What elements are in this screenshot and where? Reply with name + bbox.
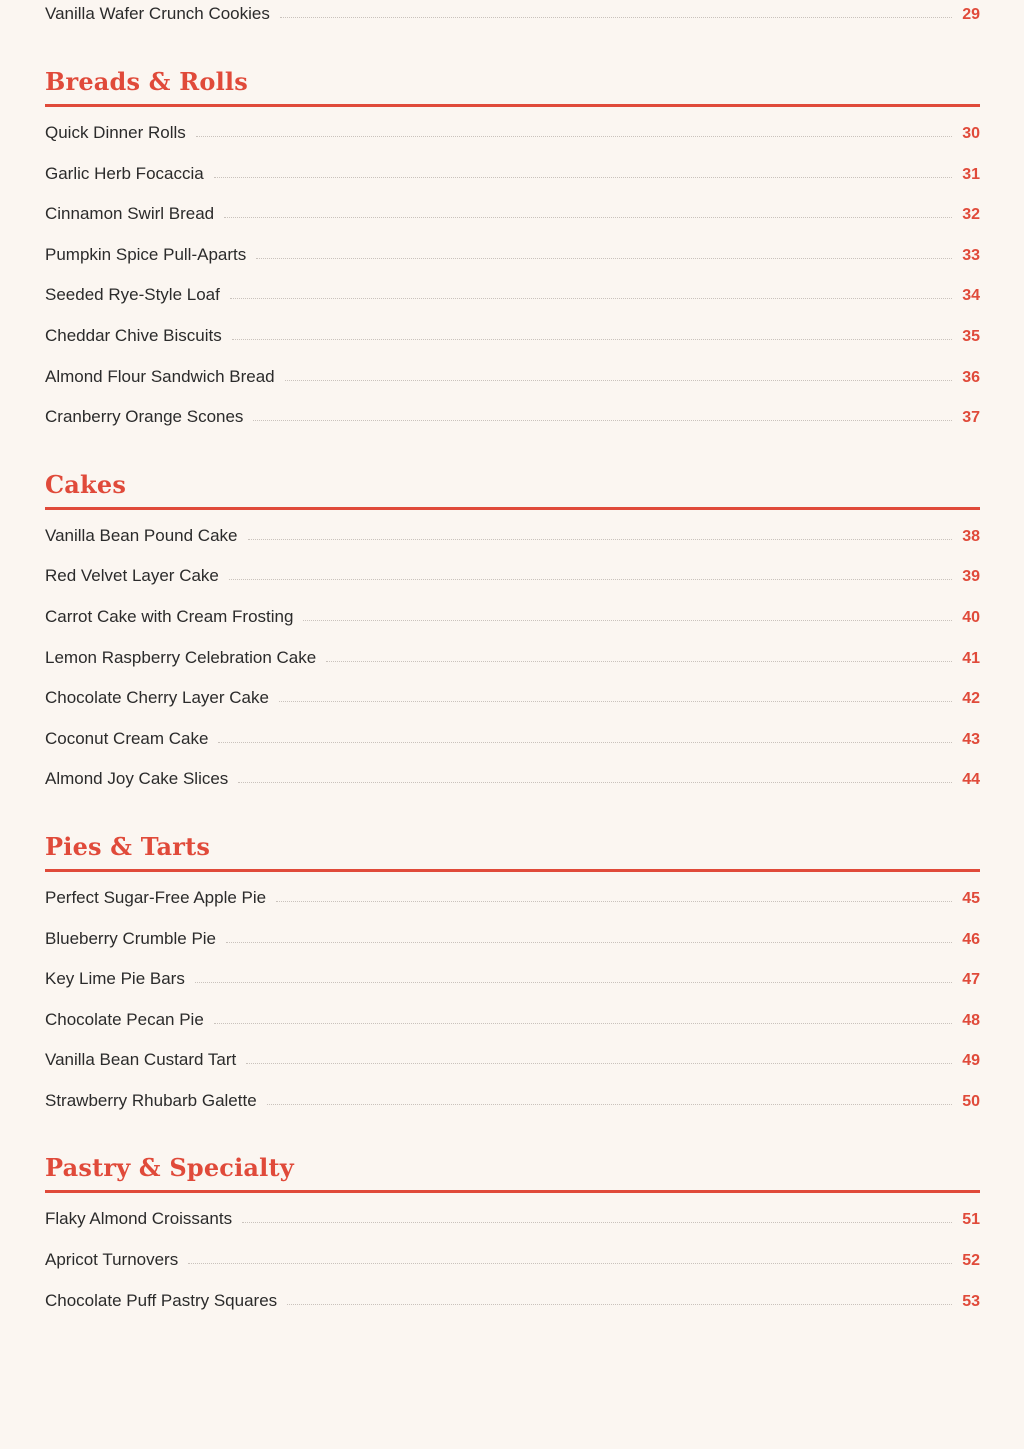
dot-leader bbox=[285, 380, 953, 381]
toc-entry-title: Chocolate Puff Pastry Squares bbox=[45, 1290, 278, 1310]
dot-leader bbox=[326, 661, 952, 662]
toc-entry-page: 31 bbox=[962, 165, 980, 183]
toc-entry-title: Garlic Herb Focaccia bbox=[45, 163, 204, 183]
toc-entry[interactable] bbox=[45, 1285, 980, 1326]
section-heading: Pastry & Specialty bbox=[45, 1153, 980, 1193]
toc-entry-page: 45 bbox=[962, 889, 980, 907]
toc-entry-page: 48 bbox=[962, 1011, 980, 1029]
toc-entry[interactable] bbox=[45, 361, 980, 402]
toc-entry-page: 39 bbox=[962, 568, 980, 586]
section-items bbox=[45, 107, 980, 442]
toc-entry-title: Pumpkin Spice Pull-Aparts bbox=[45, 244, 247, 264]
toc-entry-title: Chocolate Cherry Layer Cake bbox=[45, 688, 269, 708]
section-breads-rolls bbox=[45, 67, 980, 442]
toc-entry-page: 50 bbox=[962, 1092, 980, 1110]
dot-leader bbox=[195, 982, 952, 983]
toc-entry-title: Apricot Turnovers bbox=[45, 1250, 179, 1270]
toc-entry-page: 43 bbox=[962, 730, 980, 748]
toc-entry-title: Chocolate Pecan Pie bbox=[45, 1009, 204, 1029]
toc-entry-page: 34 bbox=[962, 287, 980, 305]
toc-entry[interactable] bbox=[45, 158, 980, 199]
toc-entry[interactable] bbox=[45, 682, 980, 723]
toc-entry[interactable] bbox=[45, 1203, 980, 1244]
toc-entry-page: 32 bbox=[962, 206, 980, 224]
toc-entry-title: Cheddar Chive Biscuits bbox=[45, 325, 222, 345]
dot-leader bbox=[279, 701, 952, 702]
section-heading: Pies & Tarts bbox=[45, 832, 980, 872]
dot-leader bbox=[276, 901, 952, 902]
toc-entry-page: 49 bbox=[962, 1052, 980, 1070]
toc-entry-page: 38 bbox=[962, 527, 980, 545]
toc-entry[interactable] bbox=[45, 642, 980, 683]
section-items bbox=[45, 872, 980, 1126]
toc-entry-title: Almond Joy Cake Slices bbox=[45, 769, 229, 789]
toc-entry-page: 33 bbox=[962, 246, 980, 264]
toc-entry[interactable] bbox=[45, 963, 980, 1004]
toc-entry-title: Quick Dinner Rolls bbox=[45, 123, 186, 142]
dot-leader bbox=[248, 539, 953, 540]
dot-leader bbox=[242, 1222, 952, 1223]
toc-entry-title: Perfect Sugar-Free Apple Pie bbox=[45, 887, 267, 907]
toc-entry-title: Cinnamon Swirl Bread bbox=[45, 204, 215, 224]
toc-entry-page: 36 bbox=[962, 368, 980, 386]
toc-entry-page: 46 bbox=[962, 930, 980, 948]
toc-entry-title: Seeded Rye-Style Loaf bbox=[45, 285, 220, 305]
toc-entry-page: 37 bbox=[962, 409, 980, 427]
section-pies-tarts bbox=[45, 832, 980, 1126]
toc-entry-page: 47 bbox=[962, 971, 980, 989]
toc-entry[interactable] bbox=[45, 279, 980, 320]
toc-entry[interactable] bbox=[45, 601, 980, 642]
toc-entry-title: Blueberry Crumble Pie bbox=[45, 928, 217, 948]
section-pastry-specialty bbox=[45, 1153, 980, 1325]
dot-leader bbox=[238, 782, 952, 783]
dot-leader bbox=[196, 136, 952, 137]
toc-entry-page: 52 bbox=[962, 1252, 980, 1270]
dot-leader bbox=[280, 17, 952, 18]
toc-entry-title: Carrot Cake with Cream Frosting bbox=[45, 606, 294, 626]
dot-leader bbox=[214, 177, 952, 178]
toc-entry-title: Key Lime Pie Bars bbox=[45, 969, 185, 989]
toc-entry[interactable] bbox=[45, 882, 980, 923]
section-heading: Breads & Rolls bbox=[45, 67, 980, 107]
table-of-contents bbox=[45, 0, 980, 1325]
toc-entry-page: 41 bbox=[962, 649, 980, 667]
toc-entry[interactable] bbox=[45, 1085, 980, 1126]
toc-entry-title: Lemon Raspberry Celebration Cake bbox=[45, 647, 317, 667]
toc-entry[interactable] bbox=[45, 923, 980, 964]
dot-leader bbox=[229, 579, 952, 580]
toc-entry-title: Almond Flour Sandwich Bread bbox=[45, 366, 275, 386]
toc-entry-title: Cranberry Orange Scones bbox=[45, 407, 244, 427]
toc-entry-title: Red Velvet Layer Cake bbox=[45, 566, 219, 586]
toc-entry[interactable] bbox=[45, 0, 980, 36]
toc-entry-page: 35 bbox=[962, 327, 980, 345]
toc-entry-page: 53 bbox=[962, 1292, 980, 1310]
dot-leader bbox=[246, 1063, 952, 1064]
dot-leader bbox=[226, 942, 952, 943]
dot-leader bbox=[218, 742, 952, 743]
toc-entry-title: Flaky Almond Croissants bbox=[45, 1209, 233, 1229]
toc-entry-page: 29 bbox=[962, 6, 980, 23]
toc-entry-title: Vanilla Bean Custard Tart bbox=[45, 1050, 237, 1070]
toc-entry[interactable] bbox=[45, 320, 980, 361]
toc-entry[interactable] bbox=[45, 198, 980, 239]
toc-entry-page: 51 bbox=[962, 1211, 980, 1229]
toc-entry-page: 44 bbox=[962, 771, 980, 789]
toc-entry[interactable] bbox=[45, 763, 980, 804]
dot-leader bbox=[253, 420, 952, 421]
toc-entry[interactable] bbox=[45, 560, 980, 601]
dot-leader bbox=[188, 1263, 952, 1264]
toc-entry-page: 40 bbox=[962, 608, 980, 626]
toc-entry[interactable] bbox=[45, 1004, 980, 1045]
toc-entry-title: Strawberry Rhubarb Galette bbox=[45, 1090, 257, 1110]
toc-entry[interactable] bbox=[45, 117, 980, 158]
section-items bbox=[45, 1193, 980, 1325]
dot-leader bbox=[232, 339, 953, 340]
section-items bbox=[45, 510, 980, 804]
toc-entry-title: Coconut Cream Cake bbox=[45, 728, 209, 748]
dot-leader bbox=[224, 217, 952, 218]
dot-leader bbox=[256, 258, 952, 259]
section-heading: Cakes bbox=[45, 470, 980, 510]
dot-leader bbox=[303, 620, 952, 621]
toc-entry[interactable] bbox=[45, 1244, 980, 1285]
toc-entry-page: 42 bbox=[962, 690, 980, 708]
dot-leader bbox=[230, 298, 952, 299]
toc-entry[interactable] bbox=[45, 723, 980, 764]
toc-entry[interactable] bbox=[45, 401, 980, 442]
dot-leader bbox=[214, 1023, 952, 1024]
toc-entry[interactable] bbox=[45, 239, 980, 280]
toc-entry-title: Vanilla Bean Pound Cake bbox=[45, 525, 238, 545]
toc-entry[interactable] bbox=[45, 520, 980, 561]
section-cakes bbox=[45, 470, 980, 804]
toc-entry[interactable] bbox=[45, 1044, 980, 1085]
dot-leader bbox=[287, 1304, 952, 1305]
dot-leader bbox=[267, 1104, 953, 1105]
toc-entry-title: Vanilla Wafer Crunch Cookies bbox=[45, 4, 270, 23]
toc-entry-page: 30 bbox=[962, 125, 980, 142]
